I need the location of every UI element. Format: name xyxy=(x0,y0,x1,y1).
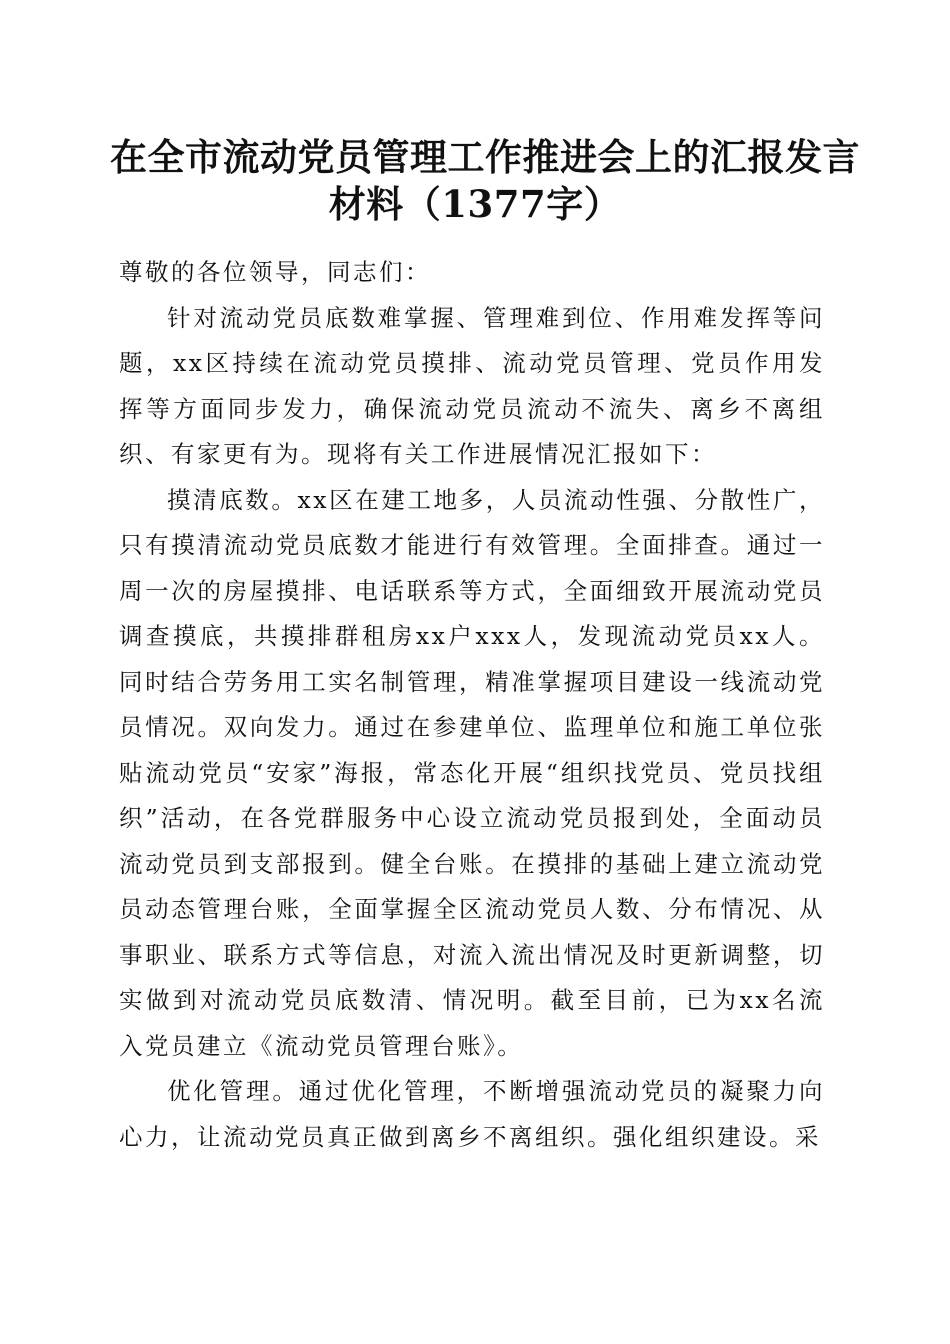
paragraph-section-2: 优化管理。通过优化管理，不断增强流动党员的凝聚力向心力，让流动党员真正做到离乡不离组织。强化组织建设。采 xyxy=(119,1077,825,1151)
paragraph-intro: 针对流动党员底数难掌握、管理难到位、作用难发挥等问题，xx区持续在流动党员摸排、流动党员管理、党员作用发挥等方面同步发力，确保流动党员流动不流失、离乡不离组织、有家更有为。现将有关工作进展情况汇报如下： xyxy=(119,303,825,468)
title-line-1: 在全市流动党员管理工作推进会上的汇报发言 xyxy=(110,135,860,179)
title-line-2: 材料（1377字） xyxy=(328,182,622,226)
document-body xyxy=(119,250,825,1160)
paragraph-section-1: 摸清底数。xx区在建工地多，人员流动性强、分散性广，只有摸清流动党员底数才能进行有效管理。全面排查。通过一周一次的房屋摸排、电话联系等方式，全面细致开展流动党员调查摸底，共摸排群租房xx户xxx人，发现流动党员xx人。同时结合劳务用工实名制管理，精准掌握项目建设一线流动党员情况。双向发力。通过在参建单位、监理单位和施工单位张贴流动党员“安家”海报，常态化开展“组织找党员、党员找组织”活动，在各党群服务中心设立流动党员报到处，全面动员流动党员到支部报到。健全台账。在摸排的基础上建立流动党员动态管理台账，全面掌握全区流动党员人数、分布情况、从事职业、联系方式等信息，对流入流出情况及时更新调整，切实做到对流动党员底数清、情况明。截至目前，已为xx名流入党员建立《流动党员管理台账》。 xyxy=(119,485,825,1060)
document-title xyxy=(110,134,860,228)
salutation: 尊敬的各位领导，同志们： xyxy=(119,258,431,286)
